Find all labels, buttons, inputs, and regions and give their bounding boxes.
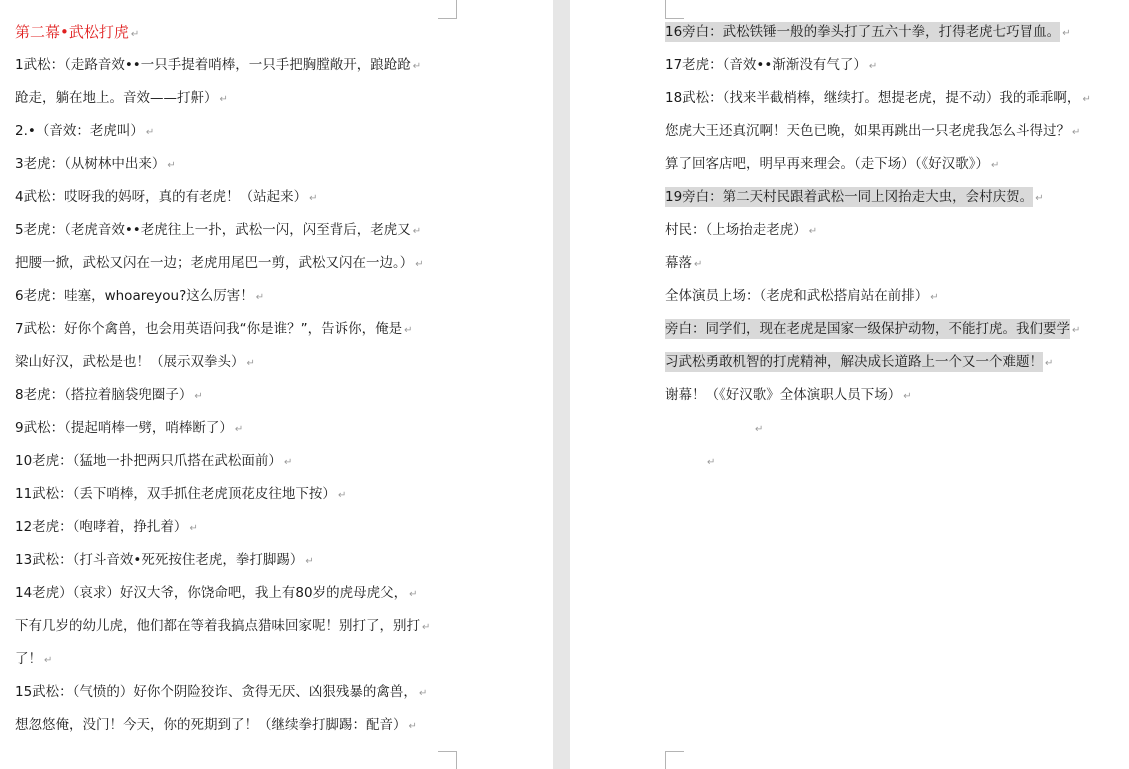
script-line[interactable] [15, 346, 461, 379]
script-line-text: 4武松：哎呀我的妈呀，真的有老虎！（站起来） [15, 189, 308, 205]
paragraph-mark-icon: ↵ [930, 292, 939, 303]
script-line[interactable] [15, 412, 461, 445]
paragraph-mark-icon: ↵ [404, 325, 413, 336]
script-line[interactable] [15, 577, 461, 610]
script-line-text: 1武松：（走路音效••一只手提着哨棒，一只手把胸膛敞开，踉跄跄 [15, 57, 411, 73]
script-line-text: 3老虎：（从树林中出来） [15, 156, 166, 172]
scene-title[interactable] [15, 16, 461, 49]
paragraph-mark-icon: ↵ [755, 424, 764, 435]
document-page-right [570, 0, 1129, 769]
paragraph-mark-icon: ↵ [1072, 127, 1081, 138]
script-line[interactable] [665, 313, 1115, 346]
script-line-text: 17老虎：（音效••渐渐没有气了） [665, 57, 867, 73]
paragraph-mark-icon: ↵ [409, 589, 418, 600]
paragraph-mark-icon: ↵ [246, 358, 255, 369]
page-body[interactable] [665, 16, 1115, 478]
paragraph-mark-icon: ↵ [255, 292, 265, 303]
paragraph-mark-icon: ↵ [415, 259, 424, 270]
script-line[interactable] [15, 643, 461, 676]
script-line-text: 12老虎：（咆哮着，挣扎着） [15, 519, 188, 535]
script-line-text: 算了回客店吧，明早再来理会。（走下场）（《好汉歌》） [665, 156, 989, 172]
paragraph-mark-icon: ↵ [194, 391, 203, 402]
paragraph-mark-icon: ↵ [903, 391, 912, 402]
paragraph-mark-icon: ↵ [1072, 325, 1081, 336]
script-line-text: 了！ [15, 651, 42, 667]
script-line-text: 想忽悠俺，没门！今天，你的死期到了！（继续拳打脚踢：配音） [15, 717, 407, 733]
script-line[interactable] [665, 346, 1115, 379]
script-line[interactable] [15, 676, 461, 709]
paragraph-mark-icon: ↵ [130, 29, 140, 40]
script-line-text: 村民：（上场抬走老虎） [665, 222, 807, 238]
script-line-text: 跄走，躺在地上。音效——打鼾） [15, 90, 218, 106]
paragraph-mark-icon: ↵ [1062, 28, 1071, 39]
paragraph-mark-icon: ↵ [219, 94, 228, 105]
script-line-text: 全体演员上场：（老虎和武松搭肩站在前排） [665, 288, 929, 304]
script-line[interactable] [15, 709, 461, 742]
script-line-text: 8老虎：（搭拉着脑袋兜圈子） [15, 387, 193, 403]
script-line-text: 14老虎）（哀求）好汉大爷，你饶命吧，我上有80岁的虎母虎父， [15, 585, 408, 601]
script-line[interactable] [15, 181, 461, 214]
script-line-text: 旁白：同学们，现在老虎是国家一级保护动物，不能打虎。我们要学 [665, 321, 1070, 337]
script-line-text: 15武松：（气愤的）好你个阴险狡诈、贪得无厌、凶狠残暴的禽兽， [15, 684, 417, 700]
script-line-text: 习武松勇敢机智的打虎精神，解决成长道路上一个又一个难题！ [665, 354, 1043, 370]
script-line-text: 把腰一掀，武松又闪在一边；老虎用尾巴一剪，武松又闪在一边。） [15, 255, 414, 271]
script-line[interactable] [665, 49, 1115, 82]
script-line-text: 16旁白：武松铁锤一般的拳头打了五六十拳，打得老虎七巧冒血。 [665, 24, 1061, 40]
script-line[interactable] [15, 148, 461, 181]
paragraph-mark-icon: ↵ [234, 424, 244, 435]
script-line[interactable] [15, 214, 461, 247]
paragraph-mark-icon: ↵ [305, 556, 314, 567]
paragraph-mark-icon: ↵ [1082, 94, 1091, 105]
paragraph-mark-icon: ↵ [337, 490, 347, 501]
script-line-text: 10老虎：（猛地一扑把两只爪搭在武松面前） [15, 453, 282, 469]
paragraph-mark-icon: ↵ [991, 160, 1000, 171]
script-line-text: 您虎大王还真沉啊！天色已晚，如果再跳出一只老虎我怎么斗得过？ [665, 123, 1070, 139]
script-line[interactable] [665, 412, 1115, 445]
script-line[interactable] [665, 379, 1115, 412]
paragraph-mark-icon: ↵ [309, 193, 318, 204]
script-line[interactable] [665, 148, 1115, 181]
script-line[interactable] [665, 115, 1115, 148]
document-page-left [0, 0, 553, 769]
paragraph-mark-icon: ↵ [408, 721, 417, 732]
paragraph-mark-icon: ↵ [1035, 193, 1044, 204]
script-line-text: 6老虎：哇塞，whoareyou?这么厉害！ [15, 288, 254, 304]
script-line[interactable] [15, 610, 461, 643]
script-line[interactable] [665, 181, 1115, 214]
page-body[interactable] [15, 16, 461, 742]
script-line[interactable] [665, 16, 1115, 49]
paragraph-mark-icon: ↵ [422, 622, 431, 633]
paragraph-mark-icon: ↵ [868, 61, 878, 72]
script-line[interactable] [15, 115, 461, 148]
paragraph-mark-icon: ↵ [167, 160, 176, 171]
script-line[interactable] [15, 544, 461, 577]
script-line[interactable] [15, 379, 461, 412]
paragraph-mark-icon: ↵ [1045, 358, 1054, 369]
script-line[interactable] [665, 280, 1115, 313]
script-line-text: 幕落 [665, 255, 692, 271]
script-line-text: 7武松：好你个禽兽，也会用英语问我“你是谁？”，告诉你，俺是 [15, 321, 403, 337]
margin-corner-mark [665, 751, 684, 769]
script-line-text: 下有几岁的幼儿虎，他们都在等着我搞点猎味回家呢！别打了，别打 [15, 618, 420, 634]
script-line[interactable] [665, 214, 1115, 247]
script-line[interactable] [15, 49, 461, 82]
script-line-text: 18武松：（找来半截梢棒，继续打。想提老虎，提不动）我的乖乖啊， [665, 90, 1081, 106]
script-line-text: 5老虎：（老虎音效••老虎往上一扑，武松一闪，闪至背后，老虎又 [15, 222, 411, 238]
paragraph-mark-icon: ↵ [808, 226, 818, 237]
script-line-text: 11武松：（丢下哨棒，双手抓住老虎顶花皮往地下按） [15, 486, 336, 502]
script-line-text: 谢幕！（《好汉歌》全体演职人员下场） [665, 387, 902, 403]
paragraph-mark-icon: ↵ [694, 259, 703, 270]
script-line[interactable] [15, 247, 461, 280]
script-line-text: 梁山好汉，武松是也！（展示双拳头） [15, 354, 245, 370]
paragraph-mark-icon: ↵ [412, 61, 422, 72]
script-line[interactable] [15, 445, 461, 478]
script-line-text: 19旁白：第二天村民跟着武松一同上冈抬走大虫，会村庆贺。 [665, 189, 1034, 205]
script-line[interactable] [15, 478, 461, 511]
script-line-text: 2.•（音效：老虎叫） [15, 123, 144, 139]
paragraph-mark-icon: ↵ [283, 457, 293, 468]
script-line-text: 13武松：（打斗音效•死死按住老虎，拳打脚踢） [15, 552, 304, 568]
script-line-text: 第二幕•武松打虎 [15, 23, 129, 41]
margin-corner-mark [438, 751, 457, 769]
script-line[interactable] [15, 313, 461, 346]
script-line[interactable] [15, 511, 461, 544]
paragraph-mark-icon: ↵ [44, 655, 53, 666]
script-line[interactable] [665, 82, 1115, 115]
paragraph-mark-icon: ↵ [418, 688, 428, 699]
paragraph-mark-icon: ↵ [145, 127, 155, 138]
script-line[interactable] [15, 82, 461, 115]
script-line[interactable] [665, 247, 1115, 280]
paragraph-mark-icon: ↵ [707, 457, 716, 468]
script-line-text: 9武松：（提起哨棒一劈，哨棒断了） [15, 420, 233, 436]
script-line[interactable] [15, 280, 461, 313]
paragraph-mark-icon: ↵ [189, 523, 198, 534]
paragraph-mark-icon: ↵ [412, 226, 422, 237]
script-line[interactable] [665, 445, 1115, 478]
